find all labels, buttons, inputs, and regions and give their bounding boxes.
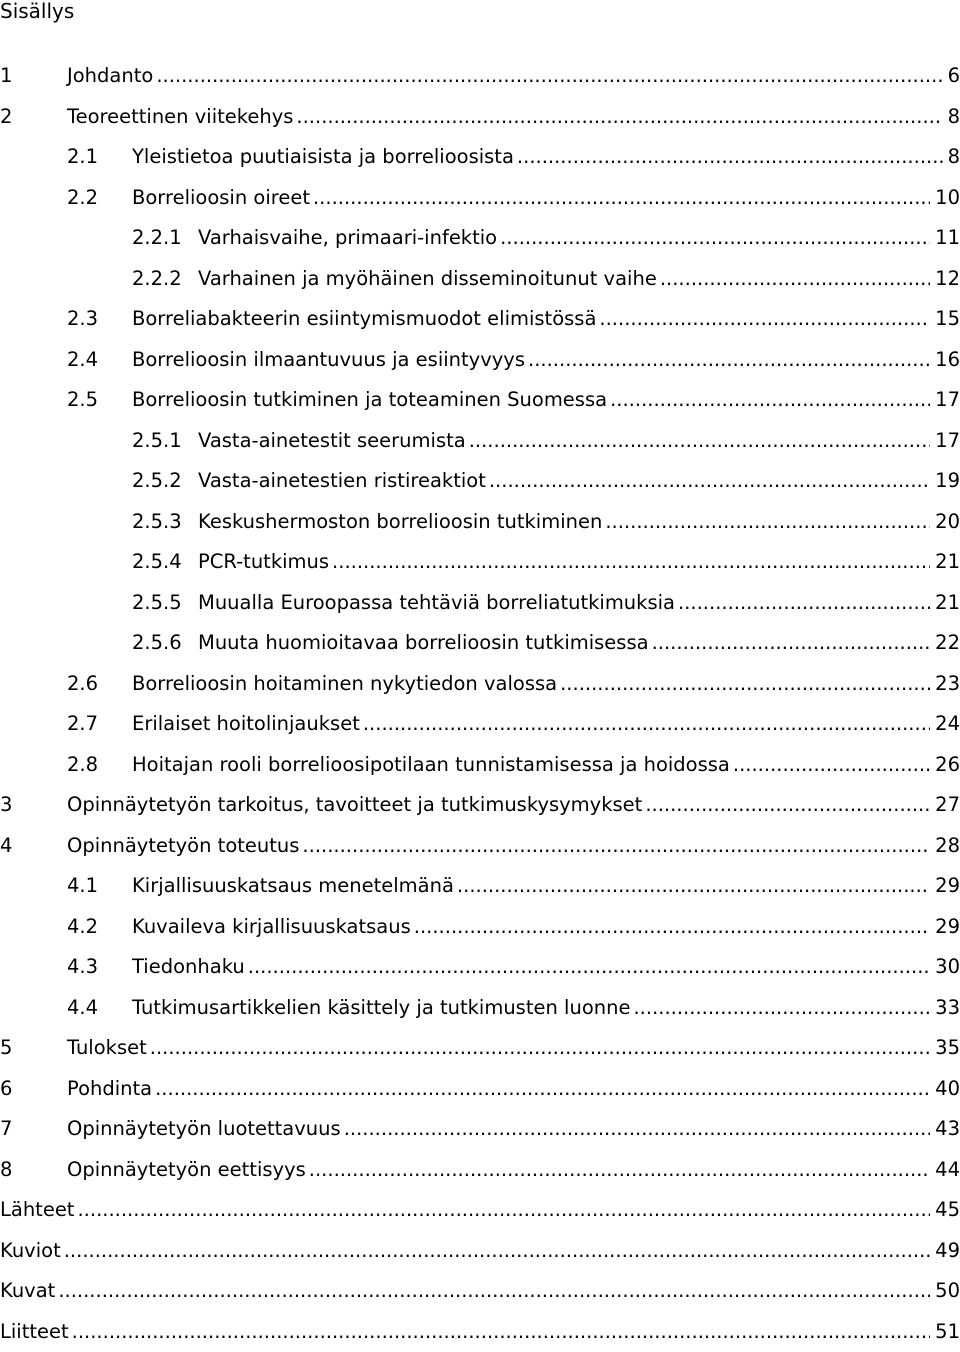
toc-entry-page-number: 40 [933,1069,960,1110]
toc-entry-line [132,704,960,745]
toc-entry-number: 3 [0,785,12,826]
toc-entry-page-number: 51 [933,1312,960,1352]
toc-entry-title: Tulokset [67,1028,147,1069]
toc-entry-line [67,1150,960,1191]
toc-entry-number: 2.5.4 [132,542,182,583]
toc-entry-page-number: 49 [933,1231,960,1272]
toc-entry-page-number: 29 [933,866,960,907]
toc-dot-leader [77,1190,930,1231]
toc-entry-number: 2.6 [67,664,98,705]
toc-dot-leader [489,461,930,502]
toc-entry-line [132,380,960,421]
toc-dot-leader [645,785,930,826]
toc-entry-page-number: 30 [933,947,960,988]
toc-entry-title: Kuvat [0,1271,55,1312]
toc-entry-title: Erilaiset hoitolinjaukset [132,704,360,745]
toc-dot-leader [363,704,930,745]
toc-entry-number: 2.1 [67,137,98,178]
toc-entry-number: 6 [0,1069,12,1110]
toc-dot-leader [678,583,930,624]
toc-entry-number: 4.1 [67,866,98,907]
toc-entry-title: Tutkimusartikkelien käsittely ja tutkimusten luonne [132,988,630,1029]
toc-entry-page-number: 33 [933,988,960,1029]
toc-entry-page-number: 20 [933,502,960,543]
toc-entry-line [198,259,960,300]
toc-entry-title: Hoitajan rooli borrelioosipotilaan tunnistamisessa ja hoidossa [132,745,730,786]
toc-entry-page-number: 44 [933,1150,960,1191]
toc-entry-title: Keskushermoston borrelioosin tutkiminen [198,502,602,543]
toc-entry-page-number: 26 [933,745,960,786]
toc-entry-page-number: 23 [933,664,960,705]
toc-entry-line [132,664,960,705]
toc-dot-leader [155,1069,930,1110]
toc-entry[interactable] [0,1231,960,1272]
toc-entry[interactable] [0,461,960,502]
toc-dot-leader [610,380,930,421]
toc-dot-leader [457,866,930,907]
toc-entry-title: Vasta-ainetestit seerumista [198,421,466,462]
toc-entry-page-number: 50 [933,1271,960,1312]
page-title: Sisällys [0,0,74,22]
toc-entry[interactable] [0,421,960,462]
toc-entry-number: 2.2.2 [132,259,182,300]
toc-entry-number: 1 [0,56,12,97]
toc-entry-line [132,340,960,381]
toc-entry-title: Liitteet [0,1312,69,1352]
toc-entry-page-number: 12 [933,259,960,300]
toc-entry-title: Varhainen ja myöhäinen disseminoitunut vaihe [198,259,657,300]
toc-entry[interactable] [0,56,960,97]
toc-entry[interactable] [0,502,960,543]
toc-entry-page-number: 35 [933,1028,960,1069]
toc-entry-page-number: 21 [933,542,960,583]
toc-entry[interactable] [0,664,960,705]
toc-entry-line [132,866,960,907]
toc-entry-number: 2.8 [67,745,98,786]
toc-entry-title: Opinnäytetyön toteutus [67,826,299,867]
toc-entry-number: 8 [0,1150,12,1191]
toc-entry-title: Muuta huomioitavaa borrelioosin tutkimisessa [198,623,649,664]
toc-entry[interactable] [0,137,960,178]
toc-entry-title: Kuvaileva kirjallisuuskatsaus [132,907,411,948]
toc-entry-title: Borrelioosin hoitaminen nykytiedon valossa [132,664,557,705]
toc-entry-page-number: 17 [933,421,960,462]
toc-entry-line [0,1271,960,1312]
toc-entry-page-number: 22 [933,623,960,664]
toc-entry[interactable] [0,785,960,826]
toc-dot-leader [344,1109,930,1150]
toc-entry[interactable] [0,623,960,664]
toc-entry-title: Tiedonhaku [132,947,245,988]
toc-entry-line [67,1069,960,1110]
toc-dot-leader [733,745,930,786]
toc-entry[interactable] [0,1069,960,1110]
toc-dot-leader [309,1150,930,1191]
toc-entry[interactable] [0,1109,960,1150]
toc-entry-line [132,907,960,948]
toc-dot-leader [64,1231,930,1272]
toc-entry-number: 2.5.5 [132,583,182,624]
toc-entry-page-number: 21 [933,583,960,624]
toc-entry-number: 4.2 [67,907,98,948]
toc-entry-page-number: 17 [933,380,960,421]
toc-entry-line [67,826,960,867]
toc-entry-page-number: 24 [933,704,960,745]
toc-entry-line [198,421,960,462]
toc-entry-title: Borrelioosin oireet [132,178,310,219]
toc-entry-number: 2.2.1 [132,218,182,259]
toc-entry-line [132,299,960,340]
toc-entry-number: 4 [0,826,12,867]
toc-dot-leader [660,259,930,300]
toc-entry-title: Yleistietoa puutiaisista ja borrelioosista [132,137,514,178]
toc-entry-page-number: 6 [946,56,960,97]
toc-entry-line [132,988,960,1029]
toc-entry-title: Borrelioosin ilmaantuvuus ja esiintyvyys [132,340,525,381]
toc-entry-page-number: 16 [933,340,960,381]
toc-entry-title: Varhaisvaihe, primaari-infektio [198,218,497,259]
toc-entry-page-number: 27 [933,785,960,826]
toc-entry-page-number: 15 [933,299,960,340]
toc-entry[interactable] [0,340,960,381]
toc-entry[interactable] [0,583,960,624]
toc-entry-line [132,137,960,178]
toc-entry[interactable] [0,1312,960,1352]
toc-entry-number: 7 [0,1109,12,1150]
toc-dot-leader [58,1271,930,1312]
toc-entry-line [67,1028,960,1069]
toc-entry-line [67,56,960,97]
toc-dot-leader [469,421,930,462]
toc-entry[interactable] [0,218,960,259]
toc-dot-leader [296,97,942,138]
toc-entry-number: 4.4 [67,988,98,1029]
toc-entry-title: Kirjallisuuskatsaus menetelmänä [132,866,454,907]
toc-entry-title: Johdanto [67,56,153,97]
toc-entry-page-number: 11 [933,218,960,259]
toc-entry-title: Borreliabakteerin esiintymismuodot elimistössä [132,299,596,340]
toc-entry-line [198,461,960,502]
toc-entry-title: PCR-tutkimus [198,542,329,583]
toc-entry-title: Borrelioosin tutkiminen ja toteaminen Suomessa [132,380,607,421]
toc-entry-title: Kuviot [0,1231,61,1272]
toc-entry-title: Opinnäytetyön luotettavuus [67,1109,341,1150]
toc-entry-line [198,542,960,583]
toc-entry-line [67,785,960,826]
toc-dot-leader [313,178,930,219]
toc-entry-title: Opinnäytetyön tarkoitus, tavoitteet ja tutkimuskysymykset [67,785,642,826]
toc-entry-line [0,1312,960,1352]
toc-entry[interactable] [0,704,960,745]
toc-entry-title: Opinnäytetyön eettisyys [67,1150,306,1191]
toc-dot-leader [599,299,930,340]
toc-entry-number: 4.3 [67,947,98,988]
toc-entry-number: 2.5.3 [132,502,182,543]
toc-entry-line [132,745,960,786]
toc-dot-leader [414,907,930,948]
toc-dot-leader [248,947,930,988]
toc-entry-line [198,502,960,543]
toc-entry-line [0,1190,960,1231]
toc-dot-leader [528,340,930,381]
toc-dot-leader [517,137,943,178]
toc-entry-line [132,178,960,219]
toc-entry-number: 2.2 [67,178,98,219]
toc-entry-page-number: 10 [933,178,960,219]
toc-entry-number: 2.5.1 [132,421,182,462]
toc-entry-title: Pohdinta [67,1069,152,1110]
toc-entry-line [0,1231,960,1272]
toc-entry-number: 5 [0,1028,12,1069]
toc-entry-line [132,947,960,988]
toc-entry-page-number: 28 [933,826,960,867]
toc-entry-line [198,623,960,664]
toc-dot-leader [652,623,931,664]
toc-entry[interactable] [0,947,960,988]
toc-entry[interactable] [0,1150,960,1191]
toc-dot-leader [332,542,930,583]
toc-dot-leader [156,56,942,97]
toc-entry-number: 2.4 [67,340,98,381]
toc-entry[interactable] [0,1190,960,1231]
toc-entry-title: Teoreettinen viitekehys [67,97,293,138]
toc-entry[interactable] [0,1271,960,1312]
toc-entry-page-number: 8 [946,97,960,138]
toc-entry-line [198,218,960,259]
toc-entry[interactable] [0,299,960,340]
toc-dot-leader [605,502,930,543]
toc-dot-leader [500,218,930,259]
toc-entry[interactable] [0,380,960,421]
toc-entry-line [67,97,960,138]
toc-entry-title: Lähteet [0,1190,74,1231]
toc-entry[interactable] [0,866,960,907]
toc-entry[interactable] [0,988,960,1029]
toc-entry-page-number: 45 [933,1190,960,1231]
toc-entry[interactable] [0,542,960,583]
table-of-contents [0,56,960,1352]
toc-entry-number: 2.5.2 [132,461,182,502]
toc-dot-leader [72,1312,931,1352]
toc-entry-number: 2.3 [67,299,98,340]
toc-entry-title: Vasta-ainetestien ristireaktiot [198,461,486,502]
toc-entry-line [67,1109,960,1150]
toc-entry[interactable] [0,97,960,138]
toc-dot-leader [633,988,930,1029]
toc-entry[interactable] [0,178,960,219]
toc-entry-title: Muualla Euroopassa tehtäviä borreliatutkimuksia [198,583,675,624]
toc-entry[interactable] [0,826,960,867]
toc-entry[interactable] [0,745,960,786]
toc-entry-page-number: 19 [933,461,960,502]
toc-entry-page-number: 8 [946,137,960,178]
toc-entry-number: 2.5.6 [132,623,182,664]
toc-dot-leader [150,1028,930,1069]
toc-dot-leader [302,826,930,867]
toc-entry-number: 2.5 [67,380,98,421]
toc-entry-line [198,583,960,624]
toc-entry[interactable] [0,1028,960,1069]
toc-entry-number: 2.7 [67,704,98,745]
toc-entry-page-number: 29 [933,907,960,948]
toc-entry[interactable] [0,907,960,948]
toc-entry[interactable] [0,259,960,300]
toc-entry-number: 2 [0,97,12,138]
toc-entry-page-number: 43 [933,1109,960,1150]
toc-dot-leader [560,664,930,705]
